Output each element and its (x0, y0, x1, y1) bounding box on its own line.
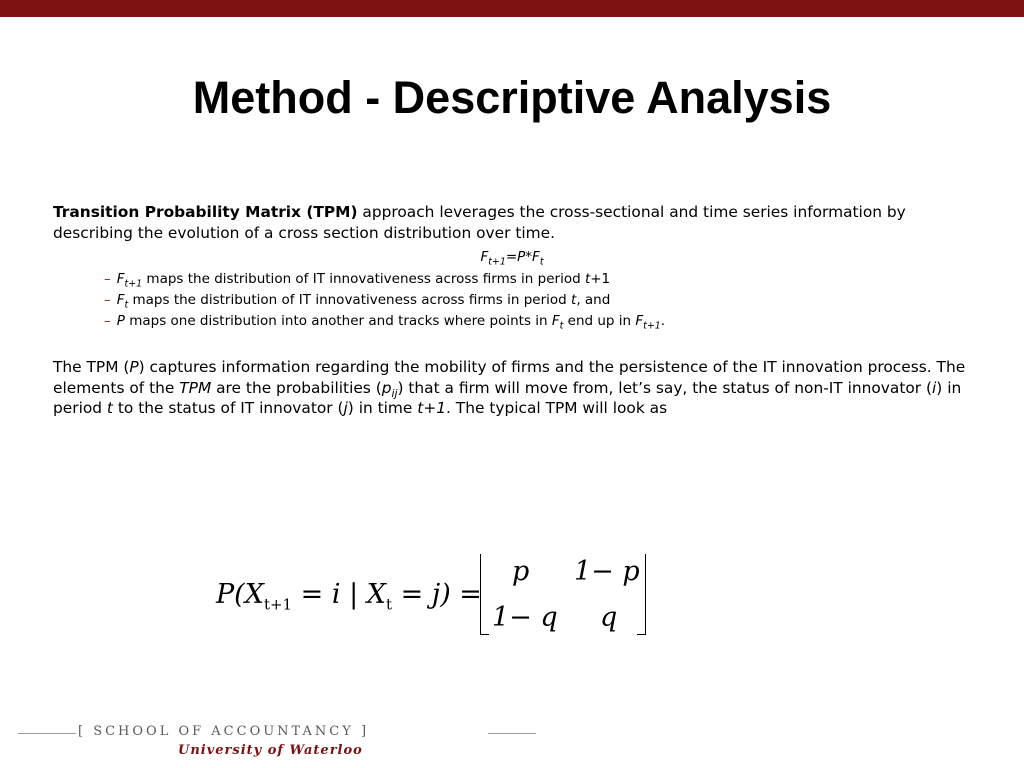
tpm-paragraph: The TPM (P) captures information regarding the mobility of firms and the persistence of the IT innovation process. The elements of the TPM are the probabilities $(p_{ij})$ that a firm will move from, let’s say, the status of non-IT innovator (i) in period t to the status of IT innovator (j) in time t+1. The typical TPM will look as (53, 358, 966, 417)
definition-list (104, 269, 665, 332)
intro-paragraph: Transition Probability Matrix (TPM) approach leverages the cross-sectional and time series information by describing the evolution of a cross section distribution over time. (53, 203, 906, 242)
top-accent-bar (0, 0, 1024, 17)
school-name: [ SCHOOL OF ACCOUNTANCY ] (78, 724, 370, 739)
matrix-cell-1-minus-q: 1− q (492, 602, 558, 633)
footer-logo (0, 718, 1024, 768)
list-item: – $F_t$ maps the distribution of IT innovativeness across firms in period t, and (104, 292, 611, 311)
footer-rule-right (488, 733, 536, 734)
matrix-left-bracket (480, 554, 489, 635)
equation-lhs: $P(X_{t+1} = i$ | $X_t = j$) = (216, 579, 482, 614)
tpm-term: Transition Probability Matrix (TPM) (53, 203, 358, 221)
list-item: – $F_{t+1}$ maps the distribution of IT innovativeness across firms in period t+1 (104, 271, 611, 290)
university-name: University of Waterloo (178, 743, 363, 758)
tpm-matrix-equation (216, 552, 652, 638)
slide-title: Method - Descriptive Analysis (192, 72, 832, 123)
footer-rule-left (18, 733, 76, 734)
matrix-cell-q: q (600, 602, 618, 633)
tpm-formula: $F_{t+1}=P*F_t$ (480, 249, 544, 268)
matrix-cell-1-minus-p: 1− p (574, 556, 640, 587)
matrix-cell-p: p (512, 556, 530, 587)
list-item: – P maps one distribution into another and tracks where points in $F_t$ end up in $F_{t+1}$. (104, 313, 666, 332)
